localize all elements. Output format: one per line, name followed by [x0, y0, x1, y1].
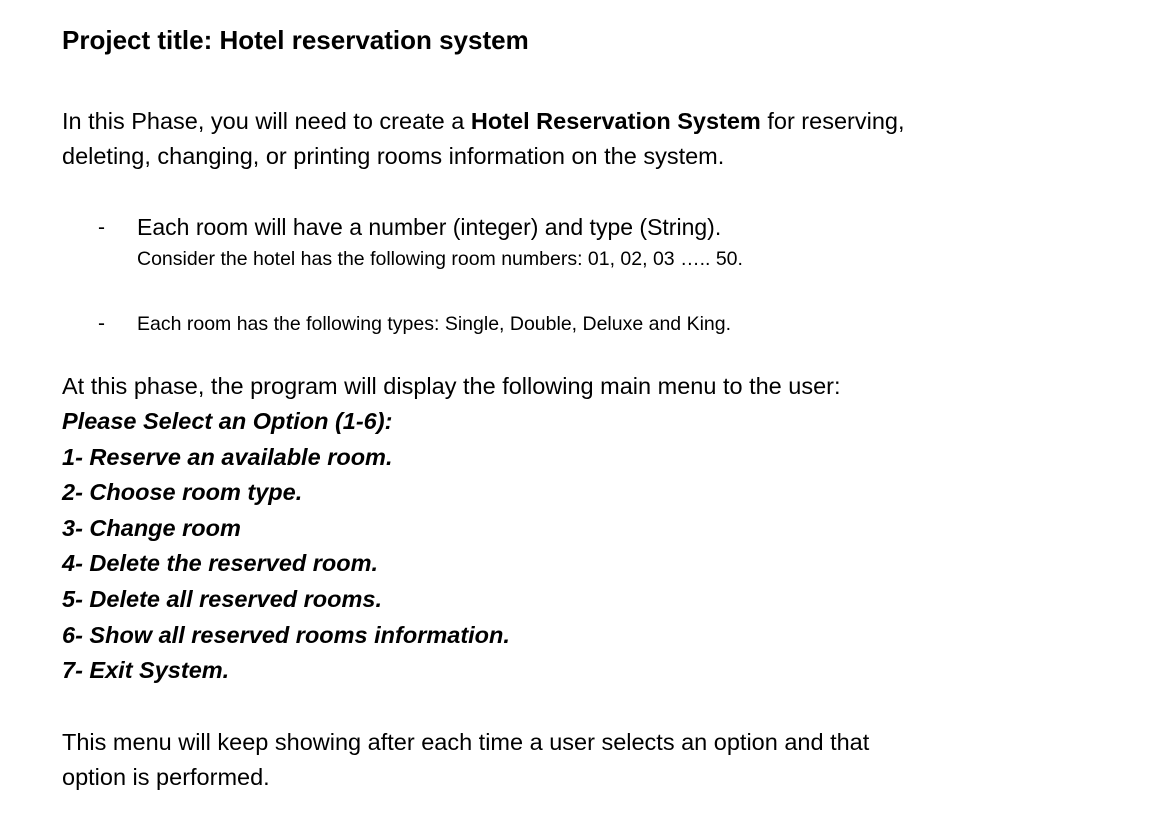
main-menu: [62, 404, 510, 689]
bullet-text: [137, 309, 731, 339]
menu-item-choose-type: 2- Choose room type.: [62, 479, 303, 506]
bullet-dash: -: [98, 312, 105, 335]
intro-bold-system-name: Hotel Reservation System: [470, 108, 761, 134]
menu-item-exit: 7- Exit System.: [62, 657, 230, 684]
bullet-line-1: Each room will have a number (integer) and type (String).: [137, 214, 722, 240]
intro-paragraph: [62, 104, 1062, 174]
bullet-dash: -: [98, 216, 105, 239]
menu-item-delete-reserved: 4- Delete the reserved room.: [62, 550, 379, 577]
outro-paragraph: [62, 725, 1062, 795]
intro-text-before: In this Phase, you will need to create a: [62, 108, 471, 134]
bullet-line-1: Each room has the following types: Single, Double, Deluxe and King.: [137, 313, 732, 335]
menu-intro: At this phase, the program will display the following main menu to the user:: [62, 373, 841, 399]
menu-prompt: Please Select an Option (1-6):: [62, 408, 393, 434]
menu-item-delete-all: 5- Delete all reserved rooms.: [62, 585, 383, 612]
menu-item-reserve: 1- Reserve an available room.: [62, 443, 393, 470]
menu-item-show-all: 6- Show all reserved rooms information.: [62, 621, 510, 648]
intro-line-1: [62, 104, 1062, 139]
outro-line-1: This menu will keep showing after each time a user selects an option and that: [62, 729, 870, 755]
bullet-line-2: Consider the hotel has the following room numbers: 01, 02, 03 ….. 50.: [137, 248, 743, 270]
intro-line-2: deleting, changing, or printing rooms information on the system.: [62, 143, 725, 169]
bullet-text: [137, 212, 743, 272]
project-title: Project title: Hotel reservation system: [62, 25, 529, 55]
menu-item-change-room: 3- Change room: [62, 514, 241, 541]
outro-line-2: option is performed.: [62, 764, 270, 790]
intro-text-after: for reserving,: [760, 108, 905, 134]
